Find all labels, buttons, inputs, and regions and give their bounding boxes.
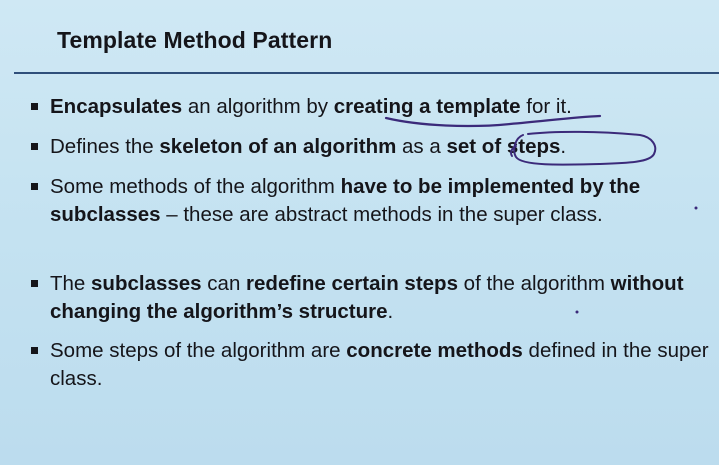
bold-text-run: redefine certain steps bbox=[246, 272, 458, 295]
square-bullet-icon bbox=[31, 143, 38, 150]
title-divider bbox=[14, 72, 719, 74]
text-run: as a bbox=[396, 135, 447, 158]
bullet-item-abstract-methods bbox=[50, 173, 710, 228]
bullet-text bbox=[50, 95, 572, 118]
bold-text-run: creating a template bbox=[333, 95, 521, 118]
bold-text-run: set of steps bbox=[446, 135, 561, 158]
bold-text-run: skeleton of an algorithm bbox=[159, 135, 397, 158]
square-bullet-icon bbox=[31, 280, 38, 287]
slide-title: Template Method Pattern bbox=[57, 27, 333, 53]
bold-text-run: subclasses bbox=[91, 272, 202, 295]
text-run: an algorithm by bbox=[182, 95, 334, 118]
bullet-item-encapsulates bbox=[50, 93, 710, 121]
text-run: Some methods of the algorithm bbox=[50, 175, 341, 198]
text-run: Some steps of the algorithm are bbox=[50, 339, 347, 362]
square-bullet-icon bbox=[31, 103, 38, 110]
square-bullet-icon bbox=[31, 183, 38, 190]
bullet-item-concrete-methods bbox=[50, 337, 710, 392]
text-run: can bbox=[201, 272, 247, 295]
square-bullet-icon bbox=[31, 347, 38, 354]
bold-text-run: Encapsulates bbox=[50, 95, 183, 118]
text-run: . bbox=[387, 299, 394, 323]
bold-text-run: have to be implemented by the subclasses bbox=[50, 175, 641, 226]
bullet-text bbox=[50, 339, 709, 390]
bullet-item-skeleton bbox=[50, 133, 710, 161]
text-run: Defines the bbox=[50, 135, 160, 158]
text-run: of the algorithm bbox=[457, 272, 611, 295]
bullet-item-redefine-steps bbox=[50, 270, 710, 325]
bullet-text bbox=[50, 272, 684, 323]
text-run: – these are abstract methods in the super class. bbox=[160, 202, 603, 226]
bold-text-run: concrete methods bbox=[346, 339, 523, 362]
text-run: . bbox=[560, 135, 567, 158]
text-run: for it. bbox=[520, 95, 572, 118]
text-run: defined in the super class. bbox=[50, 339, 709, 390]
bullet-text bbox=[50, 135, 566, 158]
bullet-text bbox=[50, 175, 640, 226]
bold-text-run: without changing the algorithm’s structure bbox=[50, 272, 684, 323]
text-run: The bbox=[50, 272, 92, 295]
